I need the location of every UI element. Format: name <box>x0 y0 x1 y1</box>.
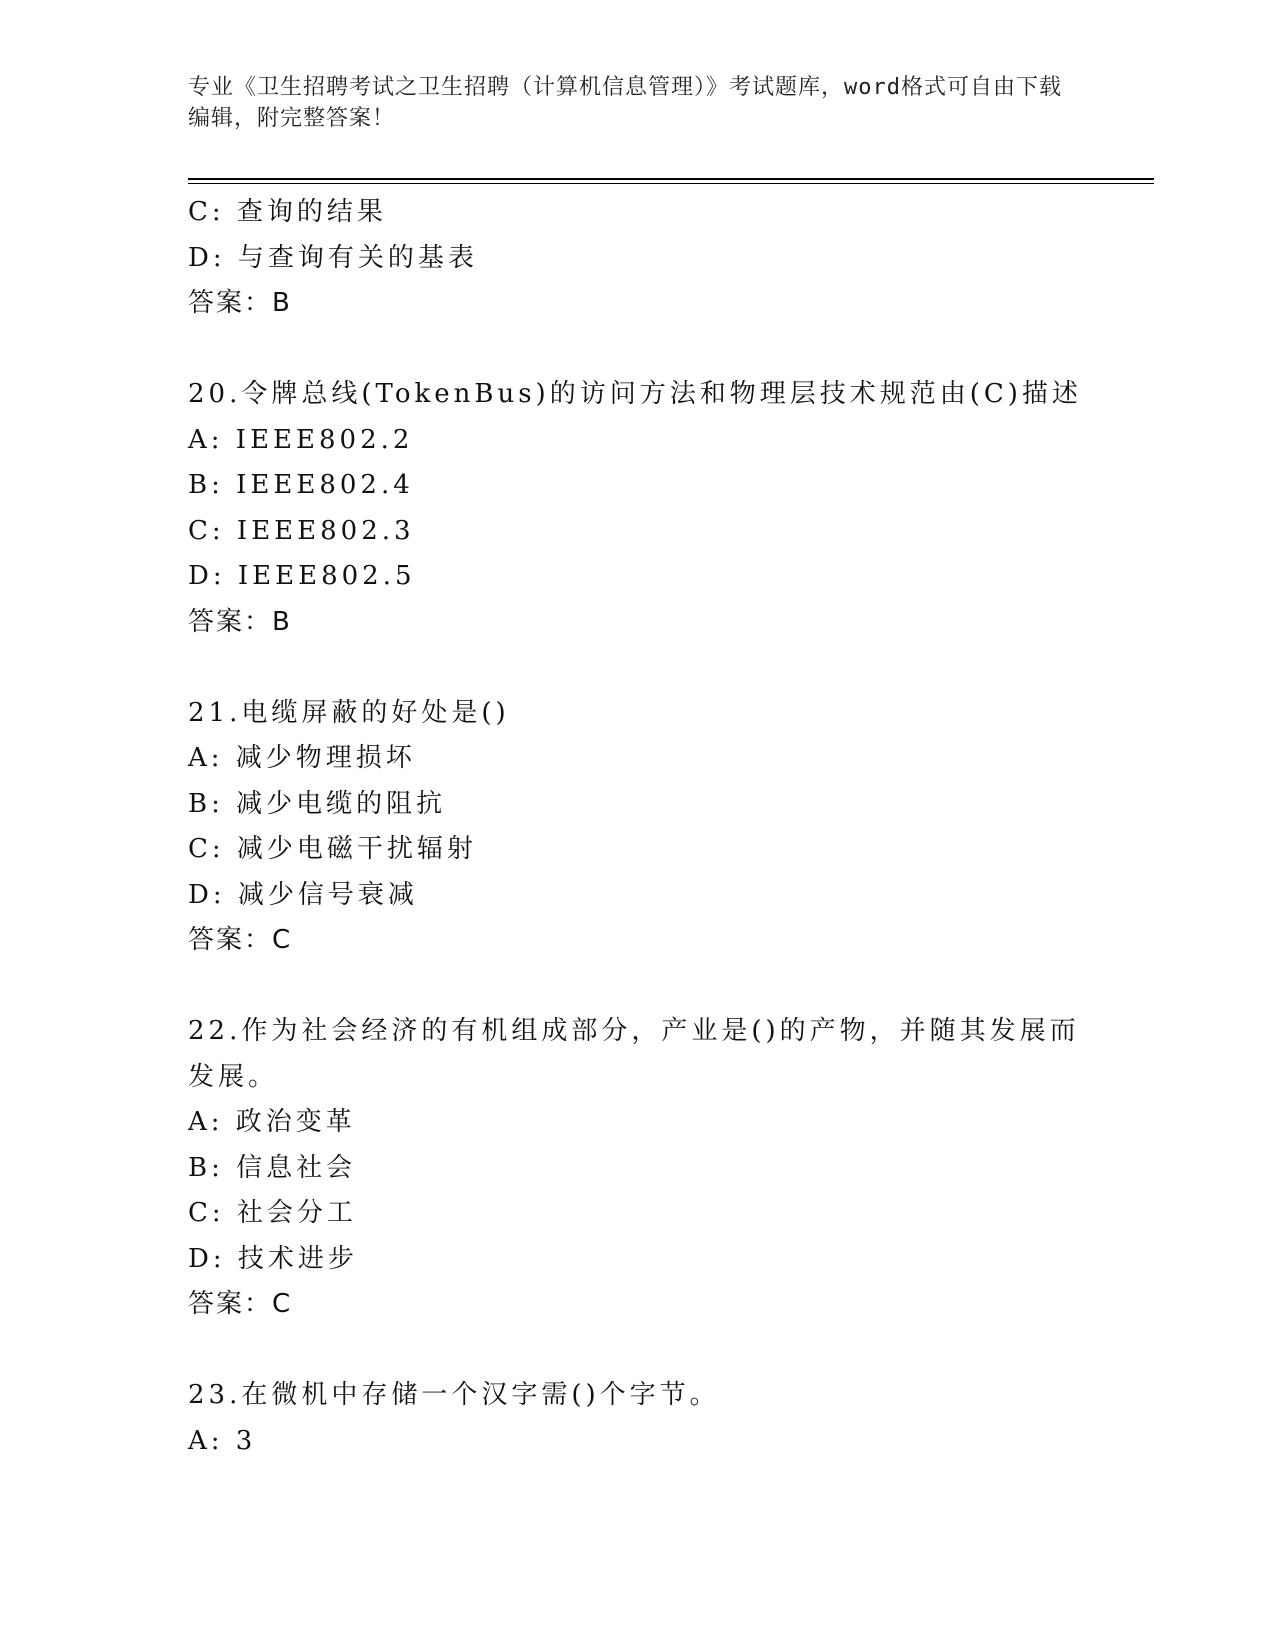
question-list <box>188 190 1088 1464</box>
header-rule-thin <box>188 183 1154 184</box>
document-header: 专业《卫生招聘考试之卫生招聘（计算机信息管理）》考试题库，word格式可自由下载编辑，附完整答案！ <box>188 75 1062 131</box>
option-c: C: IEEE802.3 <box>188 515 415 546</box>
option-b: B: 减少电缆的阻抗 <box>188 788 447 819</box>
question-block <box>188 190 1088 327</box>
option-b: B: IEEE802.4 <box>188 470 414 500</box>
option-d: D: IEEE802.5 <box>188 561 416 591</box>
option-c: C: 减少电磁干扰辐射 <box>188 834 477 864</box>
option-b: B: 信息社会 <box>188 1152 357 1183</box>
block-spacer <box>188 964 1088 1010</box>
block-spacer <box>188 645 1088 691</box>
option-d: D: 与查询有关的基表 <box>188 242 478 273</box>
block-spacer <box>188 327 1088 373</box>
question-block <box>188 691 1088 964</box>
option-c: C: 查询的结果 <box>188 197 387 227</box>
answer-line: 答案：C <box>188 925 293 955</box>
option-a: A: 政治变革 <box>188 1107 356 1137</box>
question-block <box>188 372 1088 645</box>
option-a: A: 减少物理损坏 <box>188 743 416 773</box>
option-c: C: 社会分工 <box>188 1198 357 1228</box>
question-block <box>188 1373 1088 1464</box>
question-block <box>188 1009 1088 1328</box>
option-d: D: 技术进步 <box>188 1243 358 1274</box>
block-spacer <box>188 1328 1088 1374</box>
question-text: 20.令牌总线(TokenBus)的访问方法和物理层技术规范由(C)描述 <box>188 379 1082 409</box>
header-rule-thick <box>188 178 1154 180</box>
option-a: A: 3 <box>188 1425 257 1456</box>
option-d: D: 减少信号衰减 <box>188 879 418 910</box>
answer-line: 答案：B <box>188 606 292 637</box>
question-text: 23.在微机中存储一个汉字需()个字节。 <box>188 1380 720 1410</box>
answer-line: 答案：B <box>188 288 292 318</box>
question-text: 22.作为社会经济的有机组成部分，产业是()的产物，并随其发展而发展。 <box>188 1016 1080 1092</box>
question-text: 21.电缆屏蔽的好处是() <box>188 697 510 728</box>
option-a: A: IEEE802.2 <box>188 424 414 455</box>
answer-line: 答案：C <box>188 1289 293 1319</box>
